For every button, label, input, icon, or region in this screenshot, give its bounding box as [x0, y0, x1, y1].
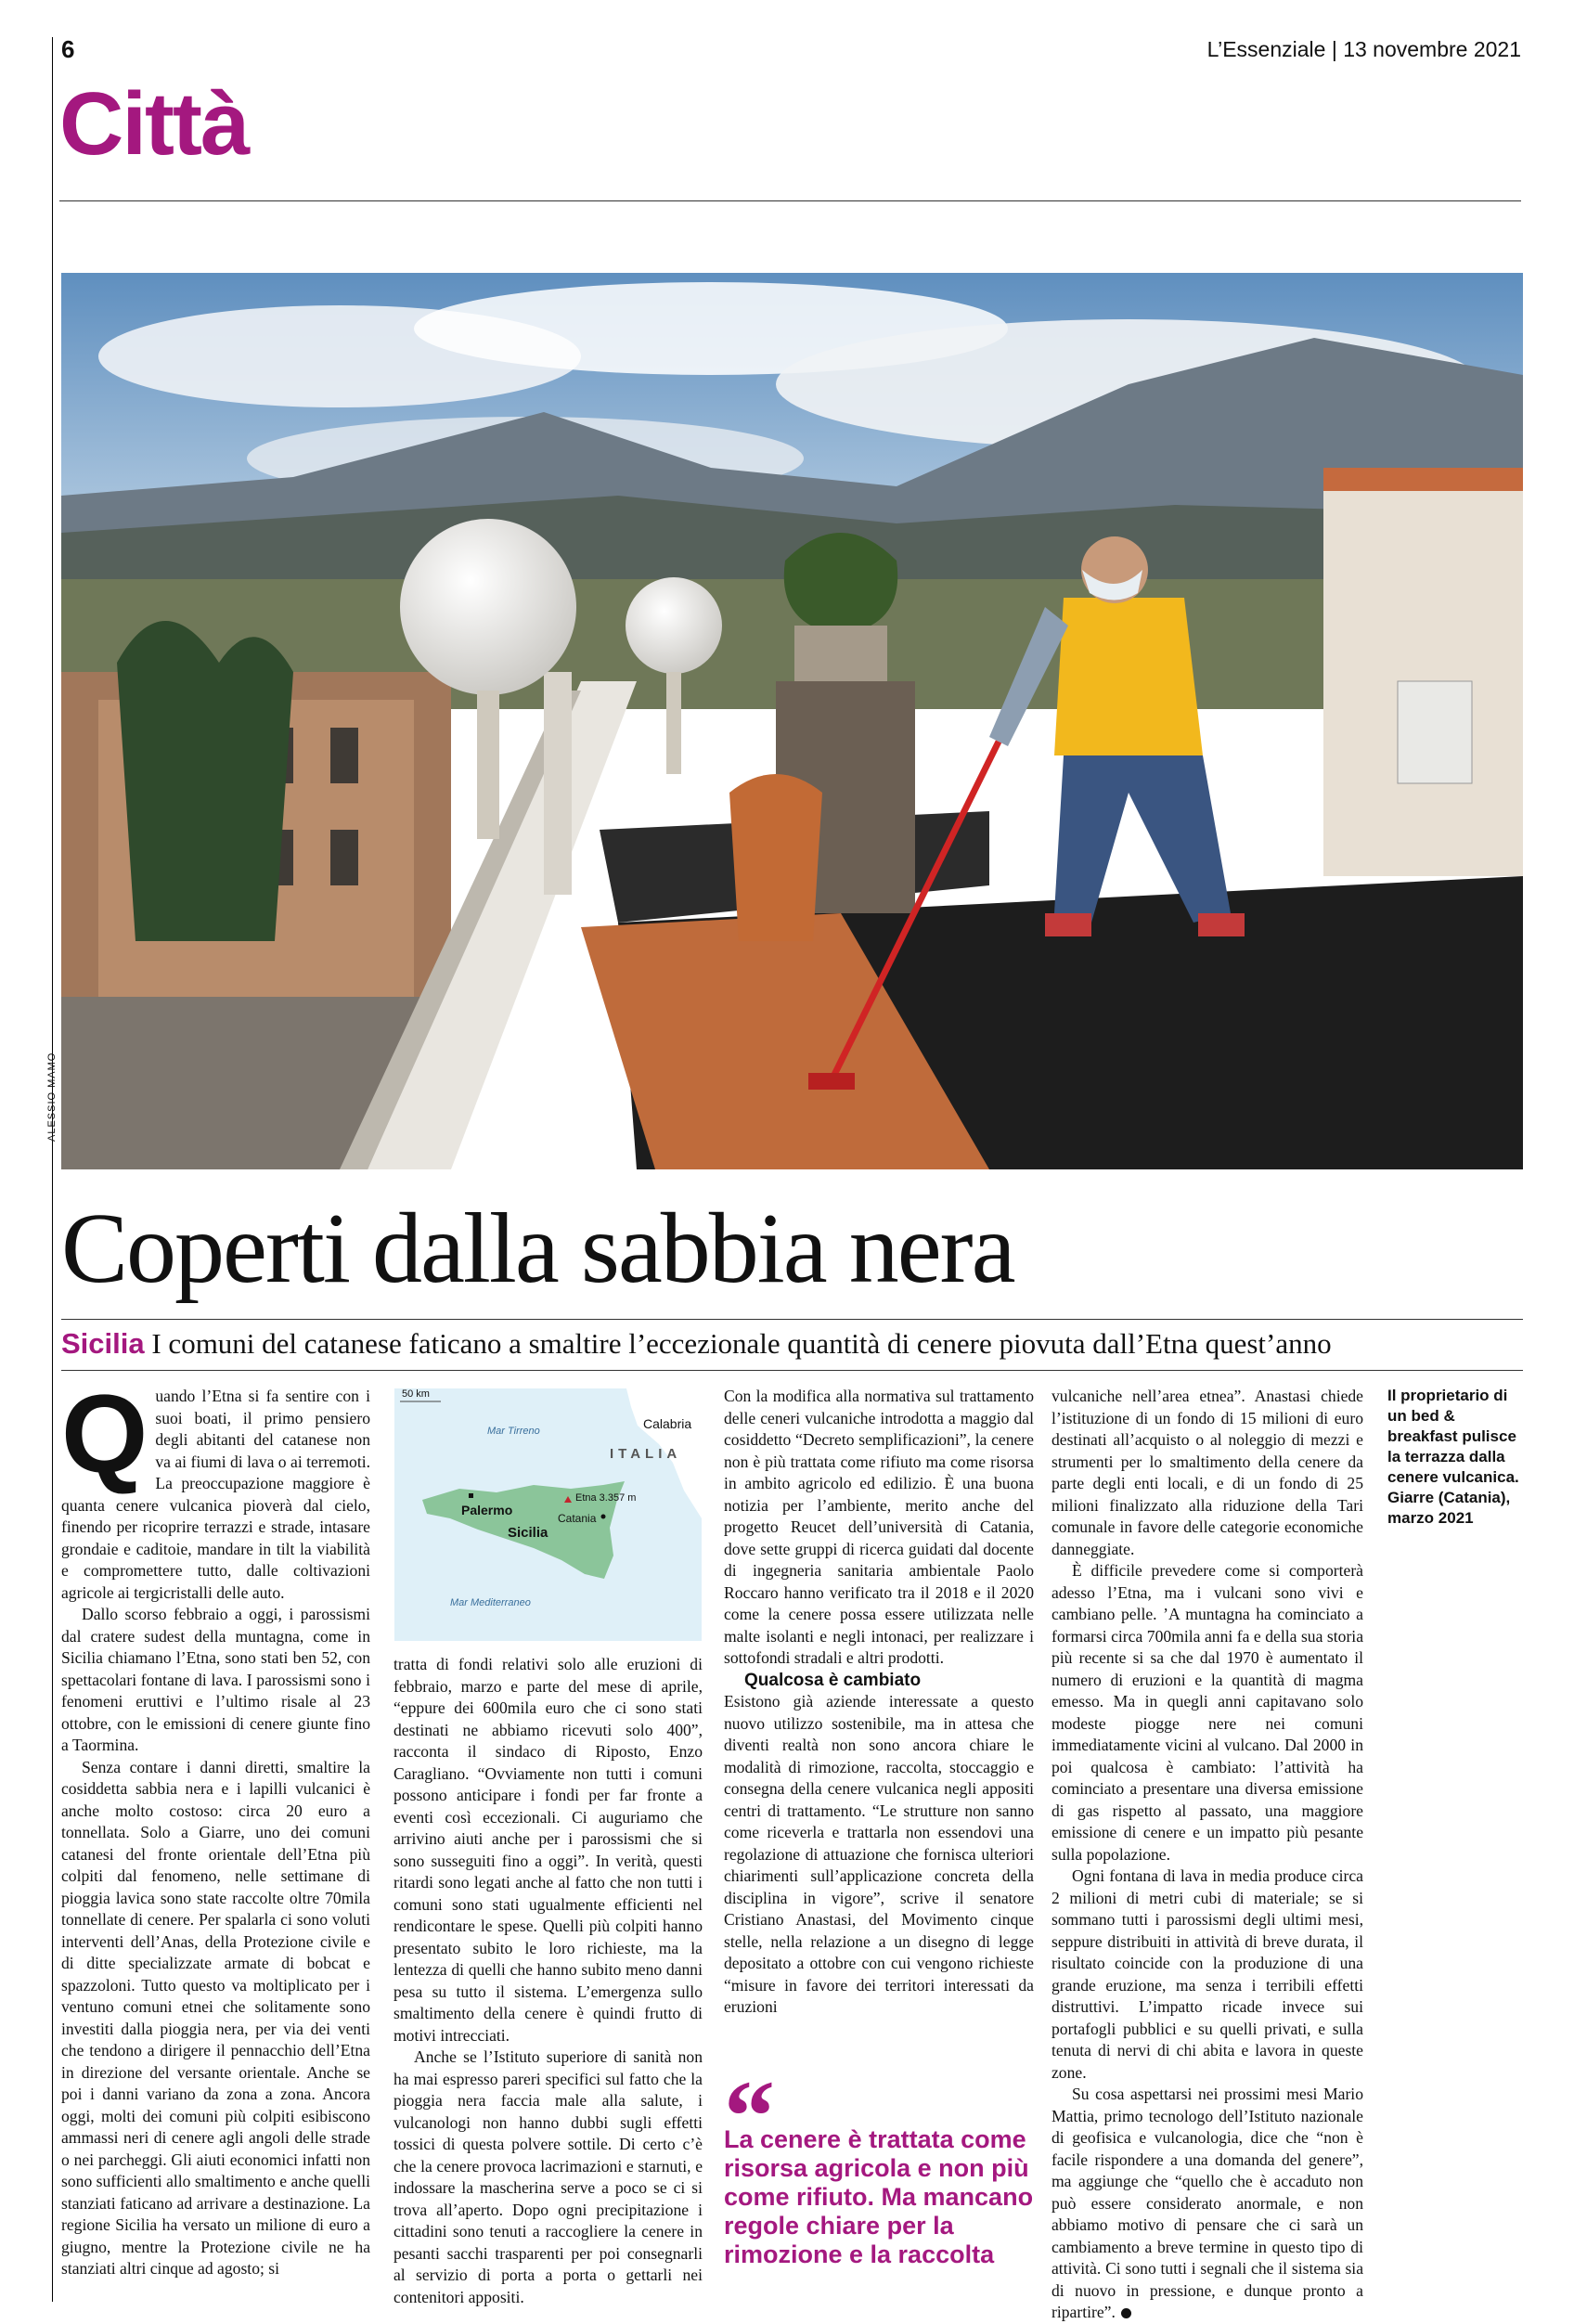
map-label-etna: Etna 3.357 m — [575, 1492, 637, 1504]
map-scale-label: 50 km — [402, 1388, 430, 1400]
paragraph: Quando l’Etna si fa sentire con i suoi boati, il primo pensiero degli abitanti del catanese non va ai fiumi di lava o ai terremoti. La preoccupazione maggiore è quanta cenere vulcanica pioverà dal cielo, finendo per ricoprire terrazzi e strade, intasare grondaie e caditoie, mandare in tilt la viabilità e compromettere tutto, dalle coltivazioni agricole ai tergicristalli delle auto. — [61, 1372, 370, 1602]
paragraph: Dallo scorso febbraio a oggi, i parossismi dal cratere sudest della muntagna, come in Sicilia chiamano l’Etna, sono stati ben 52, con spettacolari fontane di lava. I parossismi sono i fenomeni eruttivi e l’ultimo risale al 23 ottobre, con le emissioni di cenere giunte fino a Taormina. — [61, 1605, 370, 1754]
paragraph: È difficile prevedere come si comporterà adesso l’Etna, ma i vulcani sono vivi e cambiano pelle. ’A muntagna ha cominciato a formarsi circa 700mila anni fa e della sua storia più recente si sa che dal 1970 è aumentato il numero di eruzioni e la quantità di magma emesso. Ma in quegli anni capitavano solo modeste piogge nere nei comuni immediatamente vicini al vulcano. Dal 2000 in poi qualcosa è cambiato: l’attività ha cominciato a presentare una diversa emissione di gas rispetto al passato, una maggiore emissione di cenere e un impatto più pesante sulla popolazione. — [1051, 1561, 1363, 1864]
paragraph: Senza contare i danni diretti, smaltire la cosiddetta sabbia nera e i lapilli vulcanici è anche molto costoso: circa 20 euro a tonnellata. Solo a Giarre, uno dei comuni catanesi del fronte orientale dell’Etna più colpiti dal fenomeno, nelle settimane di pioggia lavica sono state raccolte oltre 70mila tonnellate di cenere. Per spalarla ci sono voluti interventi dell’Anas, della Protezione civile e di ditte specializzate armate di bobcat e spazzoloni. Tutto questo va moltiplicato per i ventuno comuni etnei che solitamente sono investiti dalla pioggia nera, per via dei venti che tendono a dirigere il pennacchio dell’Etna in direzione del versante orientale. Anche se poi i danni variano da zona a zona. Ancora oggi, molti dei comuni più colpiti esibiscono ammassi neri di cenere agli angoli delle strade o nei parcheggi. Gli aiuti economici infatti non sono sufficienti allo smaltimento e anche quelli stanziati faticano ad arrivare a destinazione. La regione Sicilia ha versato un milione di euro a giugno, mentre la Protezione civile ne ha stanziati altri cinque ad agosto; si — [61, 1757, 370, 2278]
header-rule — [59, 200, 1521, 201]
map-label-palermo: Palermo — [461, 1503, 513, 1517]
section-title: Città — [59, 74, 249, 174]
paragraph: Con la modifica alla normativa sul trattamento delle ceneri vulcaniche introdotta a maggio dal cosiddetto “Decreto semplificazioni”, la cenere non è più trattata come rifiuto ma come risorsa in ambito agricolo ed edilizio. È una buona notizia per l’ambiente, merito anche del progetto Reucet dell’università di Catania, dove sette gruppi di ricerca guidati dal docente di ingegneria sanitaria ambientale Paolo Roccaro hanno verificato tra il 2018 e il 2020 come la cenere possa essere utilizzata nelle malte isolanti e negli intonaci, per realizzare i sottofondi stradali e altri prodotti. — [724, 1387, 1034, 1667]
photo-caption: Il proprietario di un bed & breakfast pulisce la terrazza dalla cenere vulcanica. Giarre (Catania), marzo 2021 — [1387, 1387, 1519, 1527]
map-label-sicilia: Sicilia — [508, 1525, 548, 1541]
page-margin-rule — [52, 37, 53, 2302]
catania-marker-icon — [601, 1515, 606, 1519]
article-column-3 — [724, 1386, 1034, 2019]
map-label-catania: Catania — [558, 1512, 597, 1525]
map-label-mar-mediterraneo: Mar Mediterraneo — [450, 1597, 531, 1608]
photo-credit: ALESSIO MAMO — [46, 1052, 58, 1142]
headline-rule-top — [61, 1319, 1523, 1320]
article-headline: Coperti dalla sabbia nera — [61, 1194, 1014, 1304]
pull-quote: La cenere è trattata come risorsa agricola e non più come rifiuto. Ma mancano regole chiare per la rimozione e la raccolta — [724, 2125, 1034, 2268]
paragraph: tratta di fondi relativi solo alle eruzioni di febbraio, marzo e parte del mese di aprile, “eppure dei 600mila euro che ci sono stati destinati ne abbiamo ricevuti solo 400”, racconta il sindaco di Riposto, Enzo Caragliano. “Ovviamente non tutti i comuni possono anticipare i fondi per far fronte a eventi così eccezionali. Ci auguriamo che arrivino aiuti anche per i parossismi che si sono susseguiti fino a oggi”. In verità, questi ritardi sono legati anche al fatto che non tutti i comuni sono stati ugualmente efficienti nel rendicontare le spese. Quelli più colpiti hanno presentato subito le loro richieste, ma la lentezza di quelli che hanno subito meno danni pesa su tutto il sistema. L’emergenza sullo smaltimento della cenere è quindi frutto di motivi intrecciati. — [394, 1655, 703, 2045]
page-number: 6 — [61, 35, 75, 63]
paragraph: Su cosa aspettarsi nei prossimi mesi Mario Mattia, primo tecnologo dell’Istituto nazionale di geofisica e vulcanologia, dice che “non è facile rispondere a una domanda del genere”, ma aggiunge che “quello che è accaduto non può essere considerato anormale, e non abbiamo motivo di pensare che ci sarà un cambiamento a breve termine in questo tipo di attività. Ci sono tutti i segnali che il sistema sia di nuovo in pressione, e dunque pronto a ripartire”. — [1051, 2085, 1363, 2321]
rooftop-scene-illustration — [61, 273, 1523, 1169]
subhead-text: I comuni del catanese faticano a smaltire l’eccezionale quantità di cenere piovuta dall’Etna quest’anno — [151, 1327, 1332, 1360]
end-of-article-icon — [1121, 2308, 1131, 2318]
section-subtitle: Qualcosa è cambiato — [744, 1670, 922, 1690]
quote-mark-icon: “ — [724, 2059, 775, 2173]
masthead: L’Essenziale | 13 novembre 2021 — [1206, 37, 1521, 61]
palermo-marker-icon — [469, 1493, 473, 1498]
article-subhead — [61, 1325, 1332, 1362]
article-column-1 — [61, 1372, 370, 2280]
main-photo — [61, 273, 1523, 1169]
paragraph: Esistono già aziende interessate a questo nuovo utilizzo sostenibile, ma in attesa che diventi realtà non sono ancora chiare le modalità di rimozione, raccolta, stoccaggio e consegna della cenere vulcanica negli appositi centri di trattamento. “Le strutture non sanno come riceverla e trattarla non essendovi una regolazione di attuazione che fornisca ulteriori chiarimenti sull’applicazione concreta della disciplina in vigore”, scrive il senatore Cristiano Anastasi, del Movimento cinque stelle, nella relazione a un disegno di legge depositato a ottobre con cui vengono richieste “misure in favore dei territori interessati da eruzioni — [724, 1692, 1034, 2016]
paragraph: Ogni fontana di lava in media produce circa 2 milioni di metri cubi di materiale; se si sommano tutti i parossismi degli ultimi mesi, seppure distribuiti in attività di breve durata, il risultato coincide con la produzione di una grande eruzione, ma senza i terribili effetti distruttivi. L’impatto ricade invece sui portafogli pubblici e su quelli privati, e sulla tenuta di nervi di chi abita e lavora in queste zone. — [1051, 1866, 1363, 2082]
map-label-calabria: Calabria — [643, 1416, 692, 1431]
paragraph: Anche se l’Istituto superiore di sanità non ha mai espresso pareri specifici sul fatto che la pioggia nera faccia male alla salute, i vulcanologi non hanno dubbi sugli effetti tossici di questa polvere sottile. Di certo c’è che la cenere provoca lacrimazioni e starnuti, e indossare la mascherina serve a poco se ci si trova all’aperto. Dopo ogni precipitazione i cittadini sono tenuti a raccogliere la cenere in pesanti sacchi trasparenti per poi consegnarli al servizio di porta a porta o gettarli nei contenitori appositi. — [394, 2047, 703, 2306]
map-label-mar-tirreno: Mar Tirreno — [487, 1426, 540, 1437]
subhead-kicker: Sicilia — [61, 1327, 145, 1360]
drop-cap: Q — [61, 1372, 148, 1496]
paragraph: vulcaniche nell’area etnea”. Anastasi chiede l’istituzione di un fondo di 15 milioni di euro destinati all’acquisto o al noleggio di mezzi e strumenti per lo smaltimento della cenere da parte degli enti locali, e di un fondo di 25 milioni finalizzato alla riduzione della Tari comunale in favore delle categorie economiche danneggiate. — [1051, 1387, 1363, 1558]
sicily-map — [394, 1388, 702, 1641]
headline-rule-bottom — [61, 1370, 1523, 1371]
map-label-italia: ITALIA — [610, 1446, 682, 1462]
article-column-2 — [394, 1654, 703, 2308]
article-column-4 — [1051, 1386, 1363, 2324]
